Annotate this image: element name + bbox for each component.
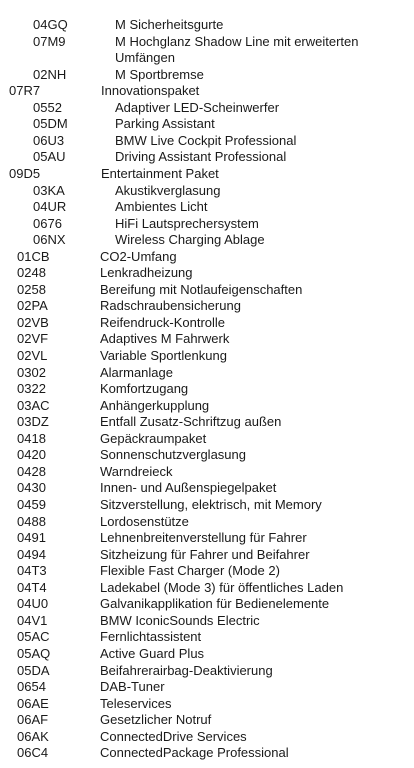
option-description: Innovationspaket <box>101 83 200 99</box>
equipment-row <box>0 249 414 266</box>
equipment-row-continuation <box>0 50 414 67</box>
equipment-row <box>0 183 414 200</box>
option-description: Akustikverglasung <box>115 182 221 198</box>
option-code: 02PA <box>17 298 48 314</box>
option-code: 0428 <box>17 463 46 479</box>
option-code: 04V1 <box>17 612 48 628</box>
option-code: 0302 <box>17 364 46 380</box>
option-description: Fernlichtassistent <box>100 629 202 645</box>
equipment-row <box>0 315 414 332</box>
equipment-row <box>0 530 414 547</box>
option-code: 03DZ <box>17 414 49 430</box>
option-description: Wireless Charging Ablage <box>115 232 265 248</box>
option-code: 04T3 <box>17 563 47 579</box>
equipment-row <box>0 216 414 233</box>
equipment-row <box>0 696 414 713</box>
equipment-row <box>0 133 414 150</box>
equipment-row <box>0 629 414 646</box>
option-description: Variable Sportlenkung <box>100 348 227 363</box>
equipment-row <box>0 199 414 216</box>
option-code: 0488 <box>17 513 46 529</box>
equipment-row <box>0 431 414 448</box>
option-description: ConnectedPackage Professional <box>100 745 289 761</box>
equipment-row <box>0 265 414 282</box>
option-description: Adaptives M Fahrwerk <box>100 331 230 347</box>
equipment-row <box>0 298 414 315</box>
option-description: Ladekabel (Mode 3) für öffentliches Laden <box>100 579 344 595</box>
option-description: Sitzheizung für Fahrer und Beifahrer <box>100 546 310 562</box>
equipment-row <box>0 679 414 696</box>
option-code: 02VF <box>17 331 49 347</box>
option-description: Lehnenbreitenverstellung für Fahrer <box>100 530 307 546</box>
equipment-row <box>0 116 414 133</box>
option-code: 05AC <box>17 629 50 645</box>
option-code: 0420 <box>17 447 46 463</box>
equipment-row <box>0 414 414 431</box>
equipment-row <box>0 34 414 51</box>
option-code: 02NH <box>33 66 67 82</box>
option-description: M Sicherheitsgurte <box>115 17 224 32</box>
option-code: 0494 <box>17 546 46 562</box>
equipment-row <box>0 67 414 84</box>
option-code: 04UR <box>33 199 67 215</box>
equipment-row <box>0 447 414 464</box>
option-code: 0430 <box>17 480 46 496</box>
equipment-row <box>0 166 414 183</box>
equipment-row <box>0 663 414 680</box>
option-code: 05DA <box>17 662 50 678</box>
option-code: 06C4 <box>17 745 49 761</box>
option-description: Gesetzlicher Notruf <box>100 712 212 728</box>
option-description: Reifendruck-Kontrolle <box>100 314 226 330</box>
equipment-row <box>0 580 414 597</box>
option-description: Adaptiver LED-Scheinwerfer <box>115 99 280 115</box>
option-description: Lenkradheizung <box>100 265 193 281</box>
equipment-row <box>0 365 414 382</box>
option-code: 05AU <box>33 149 66 165</box>
equipment-row <box>0 514 414 531</box>
option-code: 07R7 <box>9 83 41 99</box>
equipment-row <box>0 613 414 630</box>
option-code: 0459 <box>17 497 46 512</box>
option-description: Galvanikapplikation für Bedienelemente <box>100 596 330 612</box>
equipment-row <box>0 331 414 348</box>
option-code: 02VL <box>17 348 48 363</box>
option-description: Alarmanlage <box>100 364 173 380</box>
option-code: 06AF <box>17 712 49 728</box>
equipment-row <box>0 745 414 762</box>
option-code: 06NX <box>33 232 66 248</box>
option-description: Lordosenstütze <box>100 513 189 529</box>
option-code: 06AK <box>17 728 49 744</box>
option-description: DAB-Tuner <box>100 679 165 694</box>
option-code: 05DM <box>33 116 68 132</box>
equipment-row <box>0 480 414 497</box>
option-code: 03AC <box>17 397 50 413</box>
option-description: Entfall Zusatz-Schriftzug außen <box>100 414 282 430</box>
equipment-row <box>0 282 414 299</box>
option-description: HiFi Lautsprechersystem <box>115 215 259 231</box>
option-code: 0258 <box>17 281 46 297</box>
equipment-row <box>0 83 414 100</box>
option-code: 0248 <box>17 265 46 281</box>
option-description: Driving Assistant Professional <box>115 149 287 165</box>
option-description: Innen- und Außenspiegelpaket <box>100 480 277 496</box>
equipment-row <box>0 547 414 564</box>
option-description: CO2-Umfang <box>100 248 177 264</box>
equipment-row <box>0 712 414 729</box>
option-description: Radschraubensicherung <box>100 298 241 314</box>
option-description: Anhängerkupplung <box>100 397 210 413</box>
option-description: Sitzverstellung, elektrisch, mit Memory <box>100 497 322 512</box>
option-description: Parking Assistant <box>115 116 215 132</box>
equipment-row <box>0 17 414 34</box>
option-code: 0676 <box>33 215 62 231</box>
option-code: 04T4 <box>17 579 47 595</box>
equipment-row <box>0 381 414 398</box>
option-code: 03KA <box>33 182 65 198</box>
option-code: 02VB <box>17 314 49 330</box>
option-description: Umfängen <box>115 50 175 66</box>
option-code: 04GQ <box>33 17 68 32</box>
equipment-row <box>0 729 414 746</box>
option-description: Teleservices <box>100 695 172 711</box>
equipment-row <box>0 563 414 580</box>
option-code: 01CB <box>17 248 50 264</box>
option-description: ConnectedDrive Services <box>100 728 247 744</box>
option-description: BMW Live Cockpit Professional <box>115 132 297 148</box>
option-description: M Sportbremse <box>115 66 204 82</box>
equipment-row <box>0 464 414 481</box>
equipment-row <box>0 646 414 663</box>
option-code: 05AQ <box>17 645 51 661</box>
option-code: 0322 <box>17 381 46 397</box>
option-description: Flexible Fast Charger (Mode 2) <box>100 563 280 579</box>
option-code: 0654 <box>17 679 46 694</box>
option-description: Warndreieck <box>100 463 173 479</box>
equipment-row <box>0 149 414 166</box>
equipment-row <box>0 100 414 117</box>
option-code: 06AE <box>17 695 49 711</box>
option-code: 07M9 <box>33 33 66 49</box>
option-description: Gepäckraumpaket <box>100 430 207 446</box>
option-code: 0418 <box>17 430 46 446</box>
equipment-row <box>0 232 414 249</box>
equipment-row <box>0 348 414 365</box>
option-code: 09D5 <box>9 166 41 181</box>
option-code: 04U0 <box>17 596 49 612</box>
option-description: Ambientes Licht <box>115 199 208 215</box>
option-description: Sonnenschutzverglasung <box>100 447 246 463</box>
option-description: M Hochglanz Shadow Line mit erweiterten <box>115 33 359 49</box>
option-description: BMW IconicSounds Electric <box>100 612 260 628</box>
option-code: 0552 <box>33 99 62 115</box>
option-description: Beifahrerairbag-Deaktivierung <box>100 662 273 678</box>
equipment-row <box>0 497 414 514</box>
option-code: 0491 <box>17 530 46 546</box>
option-description: Entertainment Paket <box>101 166 219 181</box>
equipment-row <box>0 398 414 415</box>
equipment-row <box>0 596 414 613</box>
option-description: Bereifung mit Notlaufeigenschaften <box>100 281 303 297</box>
option-code: 06U3 <box>33 132 65 148</box>
option-description: Active Guard Plus <box>100 645 205 661</box>
option-description: Komfortzugang <box>100 381 189 397</box>
